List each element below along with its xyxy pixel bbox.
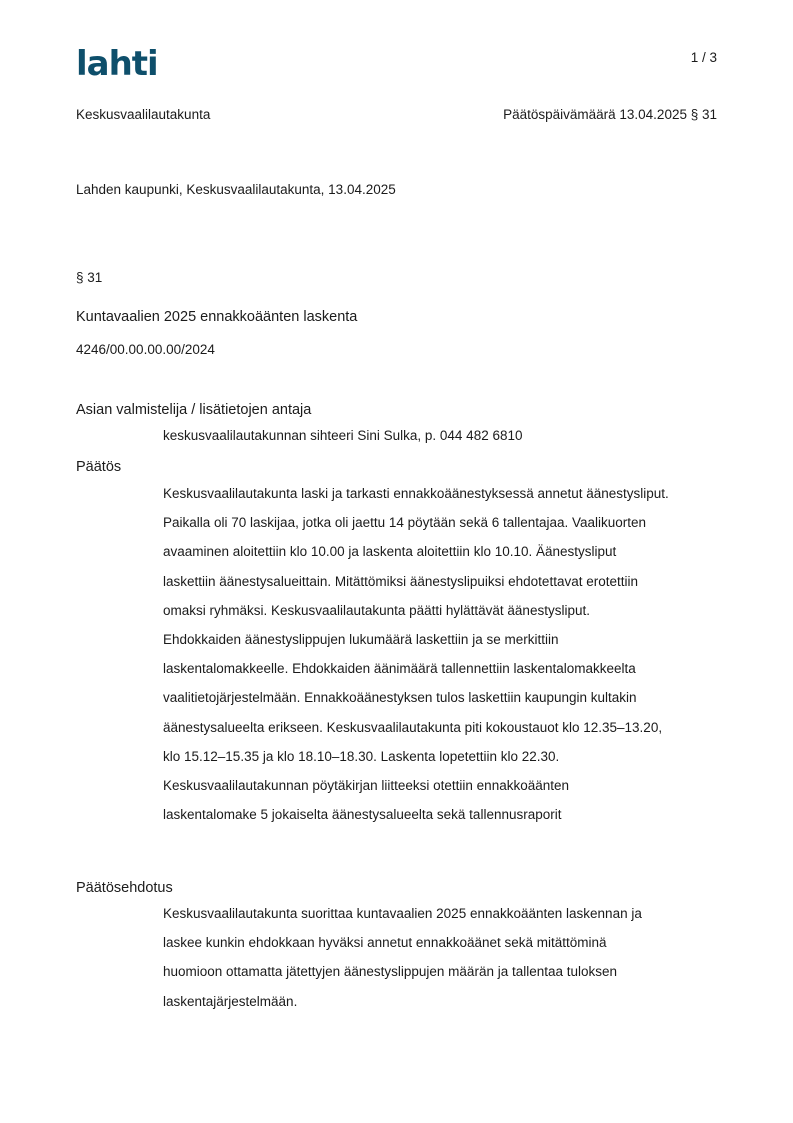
- proposal-body: [163, 899, 642, 1016]
- preparer-text: keskusvaalilautakunnan sihteeri Sini Sulka, p. 044 482 6810: [163, 428, 523, 443]
- decision-line: Paikalla oli 70 laskijaa, jotka oli jaettu 14 pöytään sekä 6 tallentajaa. Vaalikuorten: [163, 515, 647, 531]
- decision-line: laskentalomakkeelle. Ehdokkaiden äänimäärä tallennettiin laskentalomakkeelta: [163, 661, 636, 677]
- decision-line: klo 15.12–15.35 ja klo 18.10–18.30. Laskenta lopetettiin klo 22.30.: [163, 748, 560, 764]
- proposal-heading: Päätösehdotus: [76, 880, 173, 896]
- decision-line: Keskusvaalilautakunta laski ja tarkasti ennakkoäänestyksessä annetut äänestysliput.: [163, 486, 669, 501]
- preparer-heading: Asian valmistelija / lisätietojen antaja: [76, 402, 312, 418]
- proposal-line: laskentajärjestelmään.: [163, 993, 298, 1009]
- organization-name: Keskusvaalilautakunta: [76, 107, 211, 122]
- proposal-line: laskee kunkin ehdokkaan hyväksi annetut ennakkoäänet sekä mitättöminä: [163, 935, 607, 951]
- decision-date: Päätöspäivämäärä 13.04.2025 § 31: [503, 107, 717, 122]
- record-id: 4246/00.00.00.00/2024: [76, 342, 215, 357]
- decision-line: omaksi ryhmäksi. Keskusvaalilautakunta päätti hylättävät äänestysliput.: [163, 602, 590, 618]
- decision-heading: Päätös: [76, 459, 122, 475]
- decision-line: äänestysalueelta erikseen. Keskusvaalilautakunta piti kokoustauot klo 12.35–13.20,: [163, 719, 663, 735]
- meeting-line: Lahden kaupunki, Keskusvaalilautakunta, 13.04.2025: [76, 182, 396, 197]
- proposal-line: huomioon ottamatta jätettyjen äänestyslippujen määrän ja tallentaa tuloksen: [163, 964, 618, 980]
- decision-line: laskentalomake 5 jokaiselta äänestysalueelta sekä tallennusraporit: [163, 807, 562, 823]
- decision-line: vaalitietojärjestelmään. Ennakkoäänestyksen tulos laskettiin kaupungin kultakin: [163, 690, 637, 706]
- decision-line: Ehdokkaiden äänestyslippujen lukumäärä laskettiin ja se merkittiin: [163, 631, 559, 647]
- decision-line: Keskusvaalilautakunnan pöytäkirjan liitteeksi otettiin ennakkoäänten: [163, 777, 570, 793]
- lahti-logo: lahti: [76, 44, 158, 84]
- section-number: § 31: [76, 270, 103, 285]
- decision-line: laskettiin äänestysalueittain. Mitättömiksi äänestyslipuiksi ehdotettavat erotettiin: [163, 573, 638, 589]
- decision-line: avaaminen aloitettiin klo 10.00 ja laskenta aloitettiin klo 10.10. Äänestysliput: [163, 544, 617, 560]
- decision-body: [163, 479, 669, 829]
- proposal-line: Keskusvaalilautakunta suorittaa kuntavaalien 2025 ennakkoäänten laskennan ja: [163, 906, 642, 921]
- document-title: Kuntavaalien 2025 ennakkoäänten laskenta: [76, 309, 358, 325]
- page-number: 1 / 3: [690, 50, 717, 65]
